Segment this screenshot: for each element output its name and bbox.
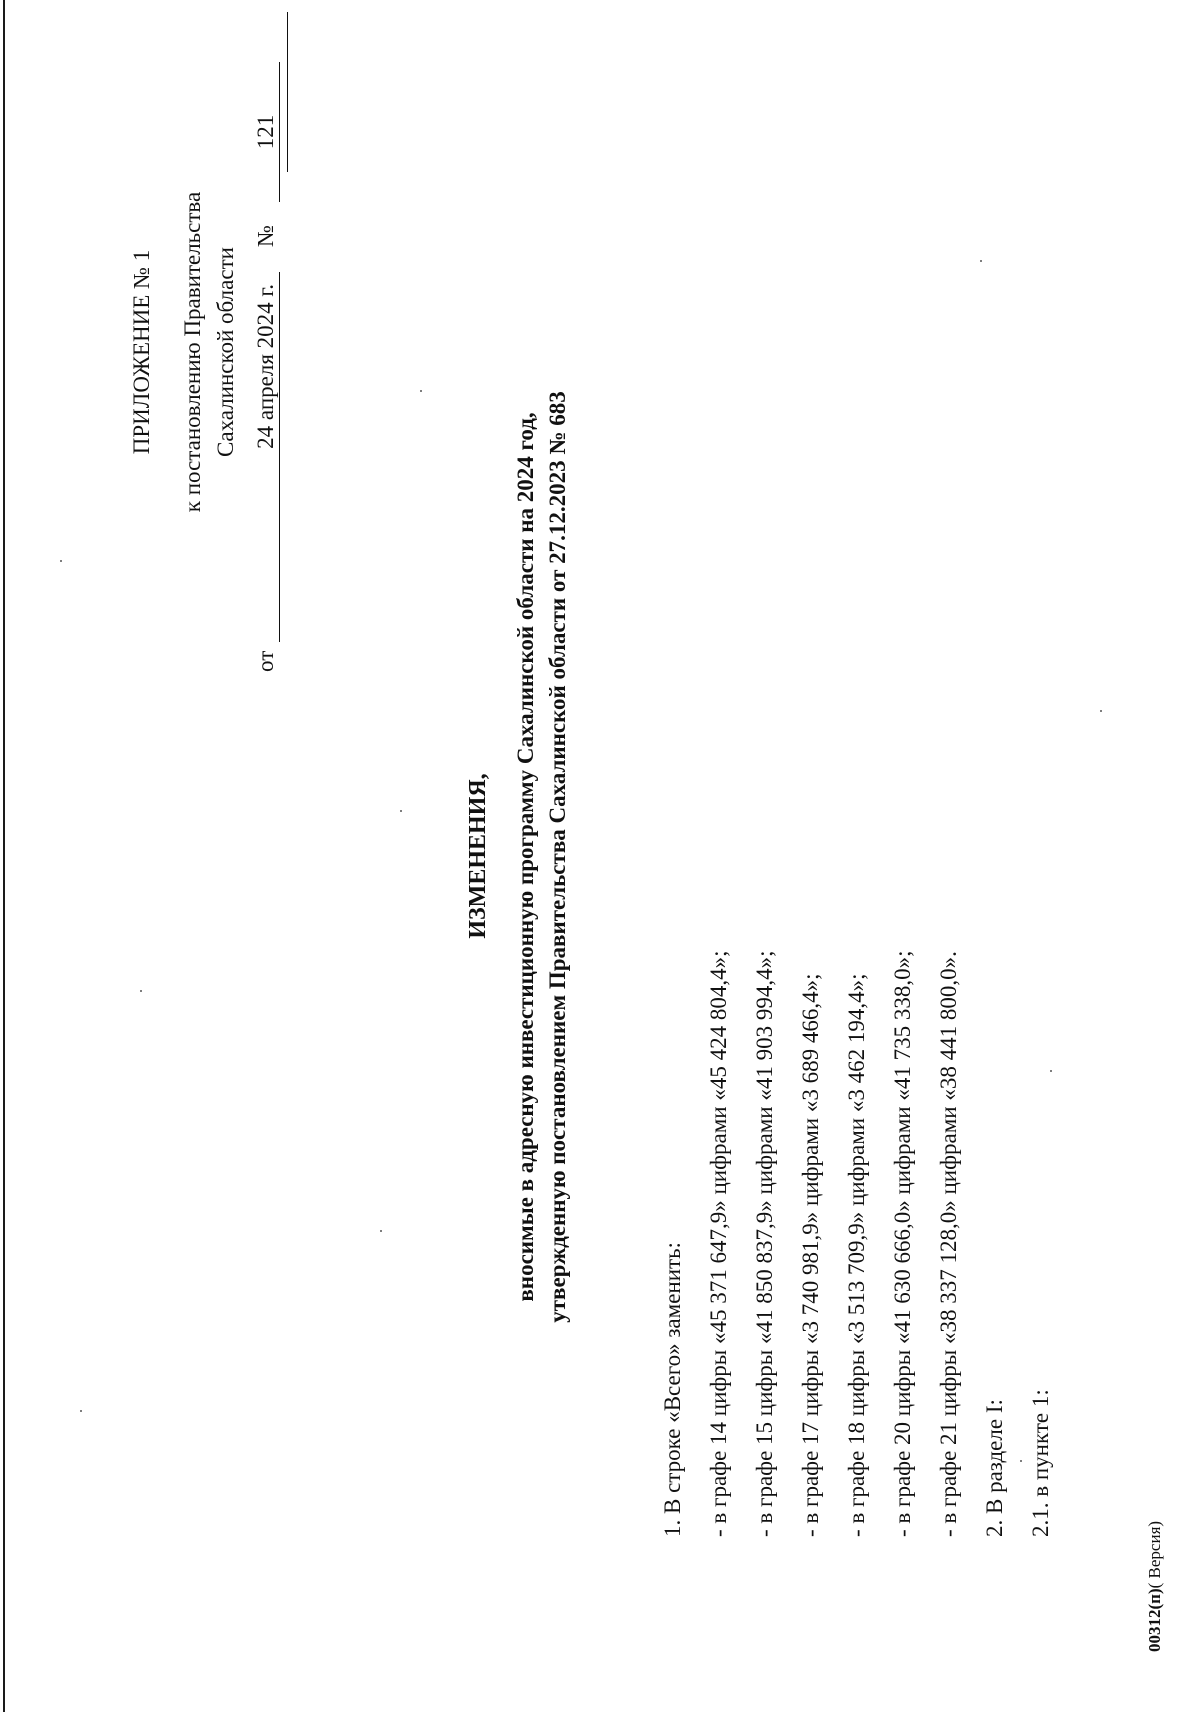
document-body xyxy=(650,137,1064,1537)
change-item: - в графе 15 цифры «41 850 837,9» цифрами «41 903 994,4»; xyxy=(752,950,777,1537)
date-number-row xyxy=(253,12,287,672)
version-label: ( Версия) xyxy=(1145,1520,1164,1589)
scan-speck xyxy=(80,1410,82,1412)
document-title: ИЗМЕНЕНИЯ, xyxy=(465,773,491,939)
appendix-line-1: к постановлению Правительства xyxy=(180,191,205,513)
scan-speck xyxy=(380,1230,382,1232)
decree-date: 24 апреля 2024 г. xyxy=(253,272,280,642)
scan-speck xyxy=(140,990,142,992)
scan-speck xyxy=(1020,1460,1022,1462)
paragraph-1: 1. В строке «Всего» заменить: xyxy=(660,1242,685,1537)
change-item: - в графе 14 цифры «45 371 647,9» цифрами «45 424 804,4»; xyxy=(706,950,731,1537)
paragraph-2-1: 2.1. в пункте 1: xyxy=(1028,1389,1053,1537)
scan-speck xyxy=(60,560,62,562)
change-item: - в графе 17 цифры «3 740 981,9» цифрами «3 689 466,4»; xyxy=(798,973,823,1537)
change-item: - в графе 18 цифры «3 513 709,9» цифрами «3 462 194,4»; xyxy=(844,973,869,1537)
scan-speck xyxy=(420,390,422,392)
appendix-title: ПРИЛОЖЕНИЕ № 1 xyxy=(129,249,154,455)
scan-speck xyxy=(1050,1070,1052,1072)
appendix-line-2: Сахалинской области xyxy=(213,247,238,457)
from-label: от xyxy=(253,650,278,672)
document-code: 00312(п) xyxy=(1145,1588,1164,1652)
change-item: - в графе 21 цифры «38 337 128,0» цифрами «38 441 800,0». xyxy=(936,951,961,1537)
document-subtitle xyxy=(510,332,574,1382)
appendix-header xyxy=(125,12,242,692)
subtitle-line-1: вносимые в адресную инвестиционную программу Сахалинской области на 2024 год, xyxy=(513,412,538,1302)
scan-speck xyxy=(400,810,402,812)
scan-speck xyxy=(1100,710,1102,712)
scan-speck xyxy=(980,260,982,262)
header-top-rule xyxy=(287,12,288,172)
document-version-code xyxy=(1145,1521,1165,1652)
paragraph-2: 2. В разделе I: xyxy=(982,1399,1007,1537)
subtitle-line-2: утвержденную постановлением Правительства Сахалинской области от 27.12.2023 № 683 xyxy=(545,391,570,1323)
decree-number: 121 xyxy=(253,62,280,202)
change-item: - в графе 20 цифры «41 630 666,0» цифрами «41 735 338,0»; xyxy=(890,950,915,1537)
number-label: № xyxy=(253,225,278,247)
